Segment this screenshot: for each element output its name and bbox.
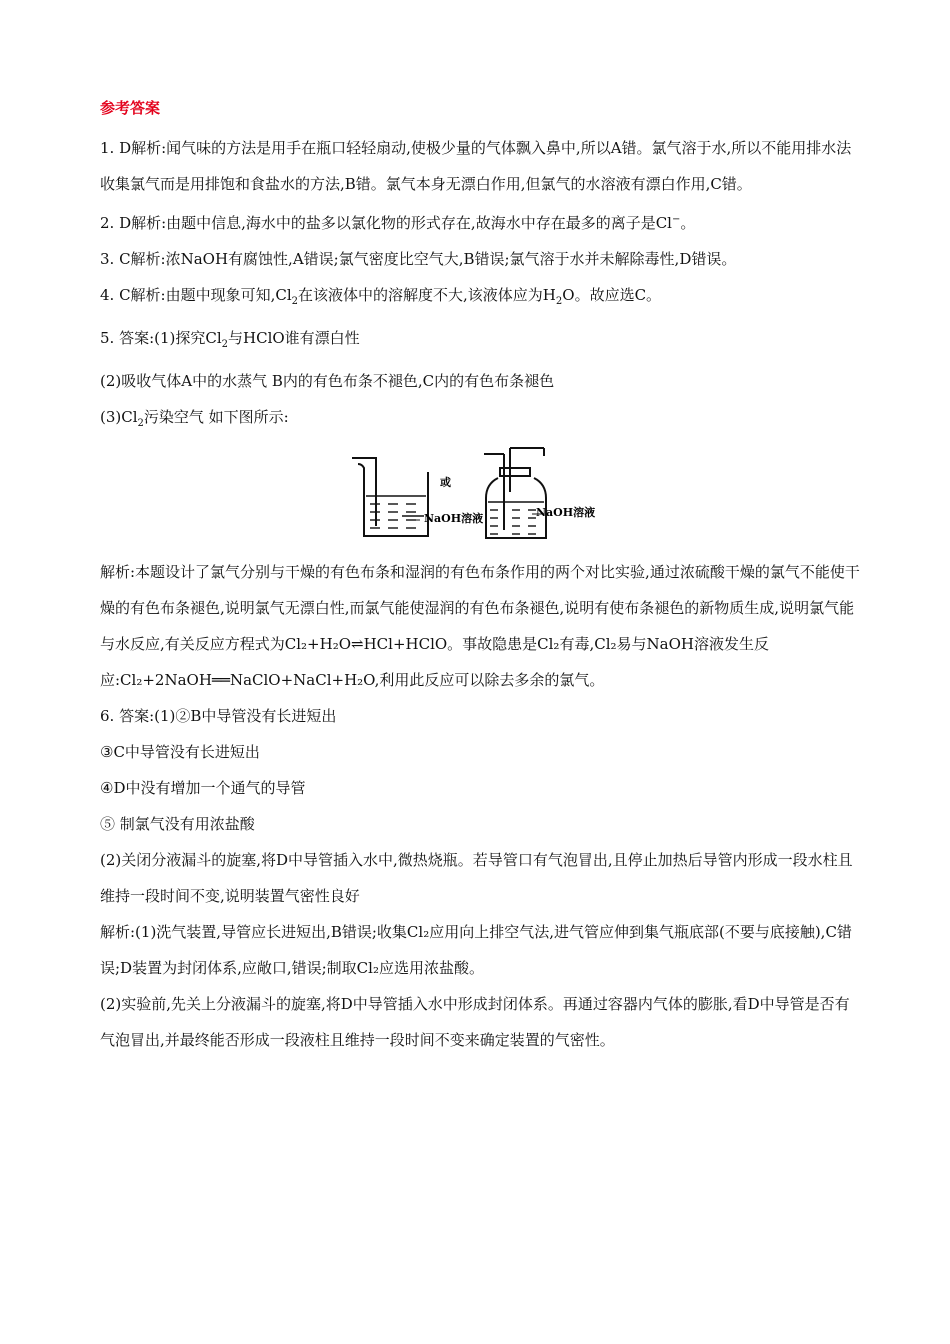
answer-page	[100, 96, 860, 1058]
beaker-icon	[352, 458, 428, 536]
answer-2-sup: −	[671, 214, 681, 225]
answer-4-sub: 2	[291, 296, 299, 307]
answer-3: 3. C解析:浓NaOH有腐蚀性,A错误;氯气密度比空气大,B错误;氯气溶于水并未解除毒性,D错误。	[100, 250, 737, 268]
answer-6-explanation-1: 解析:(1)洗气装置,导管应长进短出,B错误;收集Cl₂应用向上排空气法,进气管应伸到集气瓶底部(不要与底接触),C错误;D装置为封闭体系,应敞口,错误;制取Cl₂应选用浓盐酸。	[100, 923, 852, 977]
answer-4-c: O。故应选C。	[562, 286, 662, 304]
answer-5-1sub: 2	[221, 339, 229, 350]
apparatus-figure	[100, 444, 860, 544]
page-heading: 参考答案	[100, 99, 161, 117]
fig-or: 或	[440, 476, 451, 489]
answer-4-a: 4. C解析:由题中现象可知,Cl	[100, 286, 292, 304]
answer-5-part2: (2)吸收气体A中的水蒸气 B内的有色布条不褪色,C内的有色布条褪色	[100, 372, 555, 390]
answer-4-b: 在该液体中的溶解度不大,该液体应为H	[298, 286, 556, 304]
answer-6-part4: ⑤ 制氯气没有用浓盐酸	[100, 815, 255, 833]
answer-5-3sub: 2	[137, 418, 144, 429]
fig-label-naoh-2: NaOH溶液	[536, 506, 596, 519]
answer-2-text: 2. D解析:由题中信息,海水中的盐多以氯化物的形式存在,故海水中存在最多的离子是Cl	[100, 214, 672, 232]
answer-6-part2: ③C中导管没有长进短出	[100, 743, 260, 761]
apparatus-diagram	[100, 444, 860, 544]
answer-5-1a: 5. 答案:(1)探究Cl	[100, 329, 222, 347]
answer-6-part5: (2)关闭分液漏斗的旋塞,将D中导管插入水中,微热烧瓶。若导管口有气泡冒出,且停止加热后导管内形成一段水柱且维持一段时间不变,说明装置气密性良好	[100, 851, 853, 905]
answer-4	[100, 277, 860, 320]
answer-6-explanation-2: (2)实验前,先关上分液漏斗的旋塞,将D中导管插入水中形成封闭体系。再通过容器内气体的膨胀,看D中导管是否有气泡冒出,并最终能否形成一段液柱且维持一段时间不变来确定装置的气密性。	[100, 995, 850, 1049]
answer-2	[100, 202, 860, 241]
answer-5-3a: (3)Cl	[100, 408, 138, 426]
answer-1: 1. D解析:闻气味的方法是用手在瓶口轻轻扇动,使极少量的气体飘入鼻中,所以A错。氯气溶于水,所以不能用排水法收集氯气而是用排饱和食盐水的方法,B错。氯气本身无漂白作用,但氯气的水溶液有漂白作用,C错。	[100, 139, 852, 193]
answer-6-part3: ④D中没有增加一个通气的导管	[100, 779, 306, 797]
answer-5-explanation: 解析:本题设计了氯气分别与干燥的有色布条和湿润的有色布条作用的两个对比实验,通过浓硫酸干燥的氯气不能使干燥的有色布条褪色,说明氯气无漂白性,而氯气能使湿润的有色布条褪色,说明有使布条褪色的新物质生成,说明氯气能与水反应,有关反应方程式为Cl₂+H₂O⇌HCl+HClO。事故隐患是Cl₂有毒,Cl₂易与NaOH溶液发生反应:Cl₂+2NaOH══NaClO+NaCl+H₂O,利用此反应可以除去多余的氯气。	[100, 563, 860, 689]
answer-5-part1	[100, 320, 860, 363]
answer-4-sub2: 2	[555, 296, 563, 307]
gas-bottle-icon	[484, 448, 546, 538]
answer-5-1b: 与HClO谁有漂白性	[228, 329, 360, 347]
answer-5-3b: 污染空气 如下图所示:	[143, 408, 289, 426]
answer-2-end: 。	[680, 214, 696, 232]
answer-6-part1: 6. 答案:(1)②B中导管没有长进短出	[100, 707, 337, 725]
answer-5-part3	[100, 399, 860, 442]
fig-label-naoh-1: NaOH溶液	[424, 512, 484, 525]
